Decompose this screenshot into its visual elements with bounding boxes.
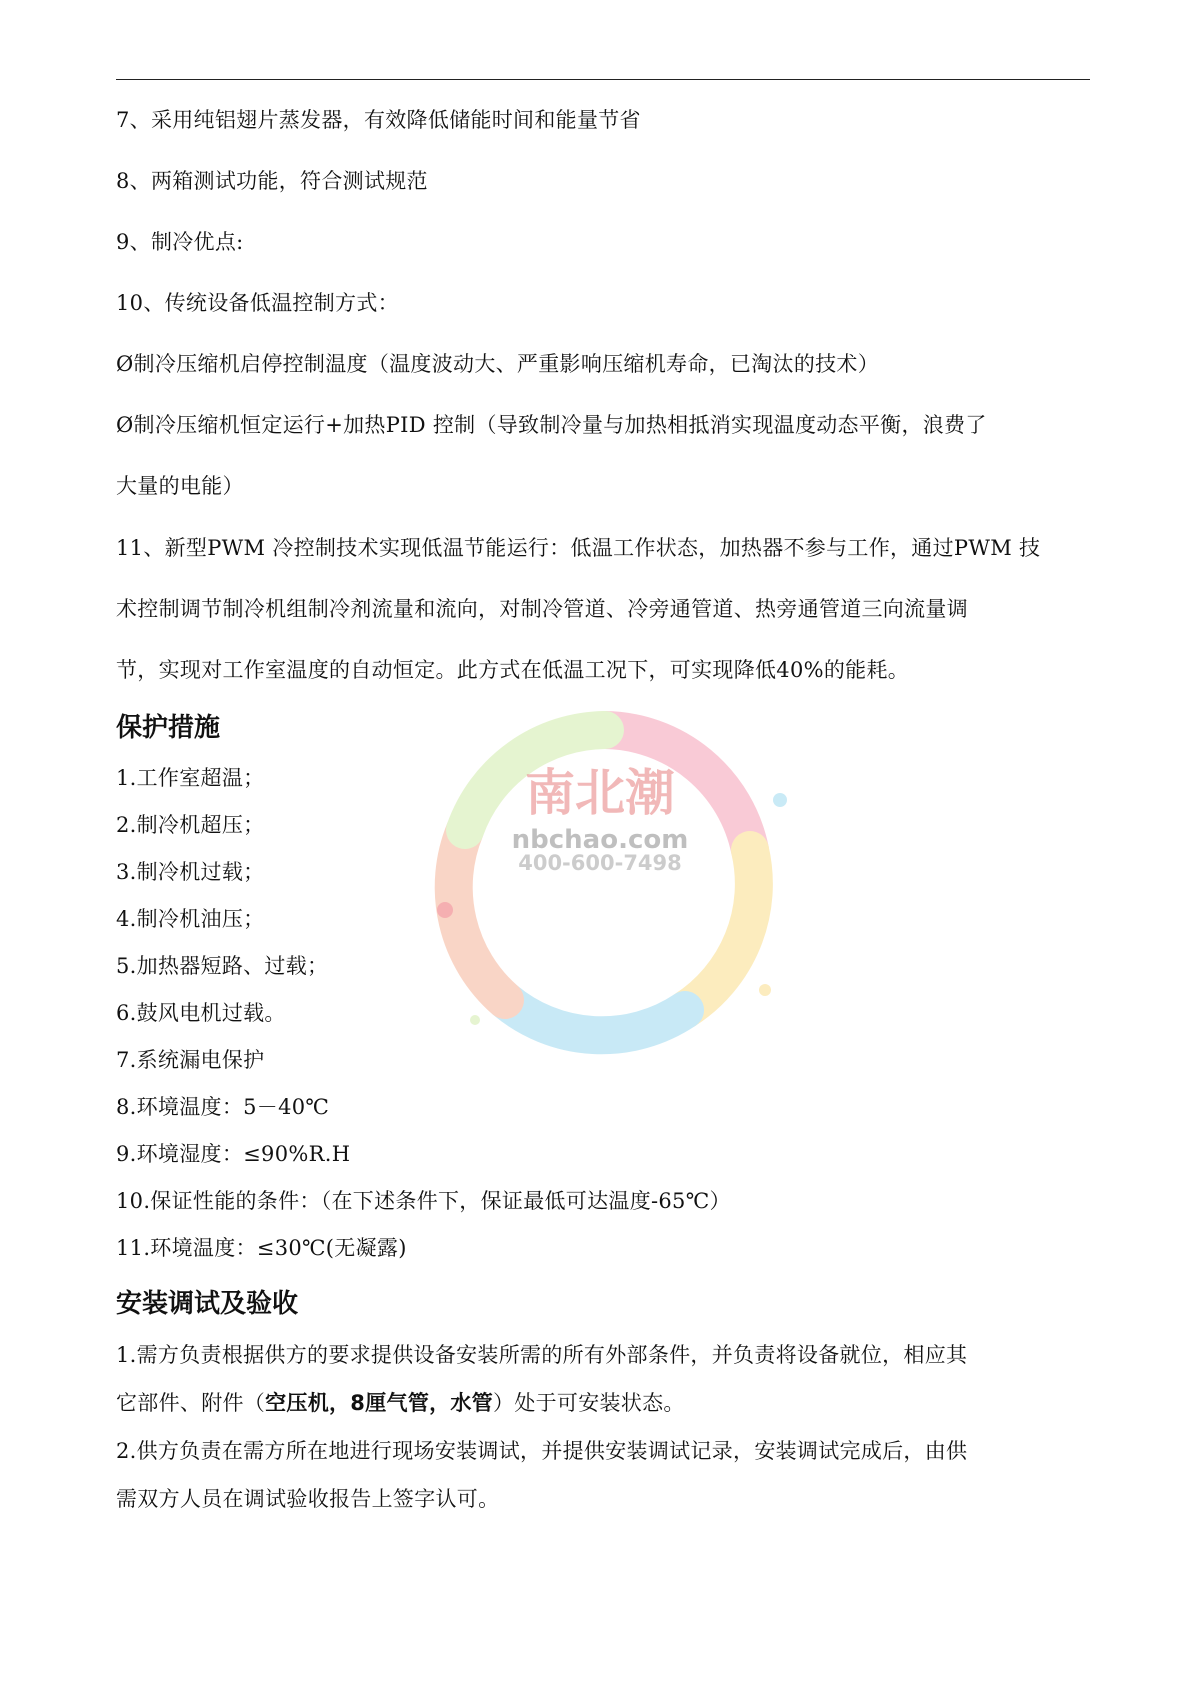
protection-item: 9.环境湿度：≤90%R.H <box>116 1142 351 1166</box>
install-p1-line2 <box>116 1389 685 1417</box>
protection-item: 10.保证性能的条件：（在下述条件下，保证最低可达温度-65℃） <box>116 1189 731 1213</box>
line-7: 7、采用纯铝翅片蒸发器，有效降低储能时间和能量节省 <box>116 108 641 132</box>
bullet-2-line1: Ø制冷压缩机恒定运行+加热PID 控制（导致制冷量与加热相抵消实现温度动态平衡，浪费了 <box>116 413 987 437</box>
protection-item: 7.系统漏电保护 <box>116 1048 265 1072</box>
protection-item: 11.环境温度：≤30℃(无凝露) <box>116 1236 407 1260</box>
protection-item: 4.制冷机油压； <box>116 907 265 931</box>
bullet-1: Ø制冷压缩机启停控制温度（温度波动大、严重影响压缩机寿命，已淘汰的技术） <box>116 352 880 376</box>
protection-item: 2.制冷机超压； <box>116 813 265 837</box>
install-p2-line1: 2.供方负责在需方所在地进行现场安装调试，并提供安装调试记录，安装调试完成后，由供 <box>116 1439 968 1463</box>
install-heading: 安装调试及验收 <box>116 1289 299 1319</box>
protection-item: 1.工作室超温； <box>116 766 265 790</box>
protection-heading: 保护措施 <box>116 713 221 743</box>
watermark-domain: nbchao.com <box>511 825 689 855</box>
protection-item: 3.制冷机过载； <box>116 860 265 884</box>
line-11-1: 11、新型PWM 冷控制技术实现低温节能运行：低温工作状态，加热器不参与工作，通过PWM 技 <box>116 536 1041 560</box>
install-p1-text-b: ）处于可安装状态。 <box>493 1391 685 1415</box>
watermark-phone: 400-600-7498 <box>518 851 682 875</box>
protection-item: 6.鼓风电机过载。 <box>116 1001 286 1025</box>
line-10: 10、传统设备低温控制方式： <box>116 291 399 315</box>
protection-item: 5.加热器短路、过载； <box>116 954 329 978</box>
protection-item: 8.环境温度：5－40℃ <box>116 1095 330 1119</box>
install-p1-bold: 空压机，8厘气管，水管 <box>265 1391 494 1415</box>
line-9: 9、制冷优点: <box>116 230 244 254</box>
line-11-3: 节，实现对工作室温度的自动恒定。此方式在低温工况下，可实现降低40%的能耗。 <box>116 658 910 682</box>
bullet-2-line2: 大量的电能） <box>116 474 244 498</box>
watermark-brand: 南北潮 <box>525 764 675 822</box>
line-11-2: 术控制调节制冷机组制冷剂流量和流向，对制冷管道、冷旁通管道、热旁通管道三向流量调 <box>116 597 968 621</box>
watermark-logo <box>385 690 825 1080</box>
header-rule <box>116 79 1090 80</box>
install-p1-line1: 1.需方负责根据供方的要求提供设备安装所需的所有外部条件，并负责将设备就位，相应其 <box>116 1343 968 1367</box>
line-8: 8、两箱测试功能，符合测试规范 <box>116 169 428 193</box>
install-p1-text-a: 它部件、附件（ <box>116 1391 266 1415</box>
install-p2-line2: 需双方人员在调试验收报告上签字认可。 <box>116 1487 500 1511</box>
